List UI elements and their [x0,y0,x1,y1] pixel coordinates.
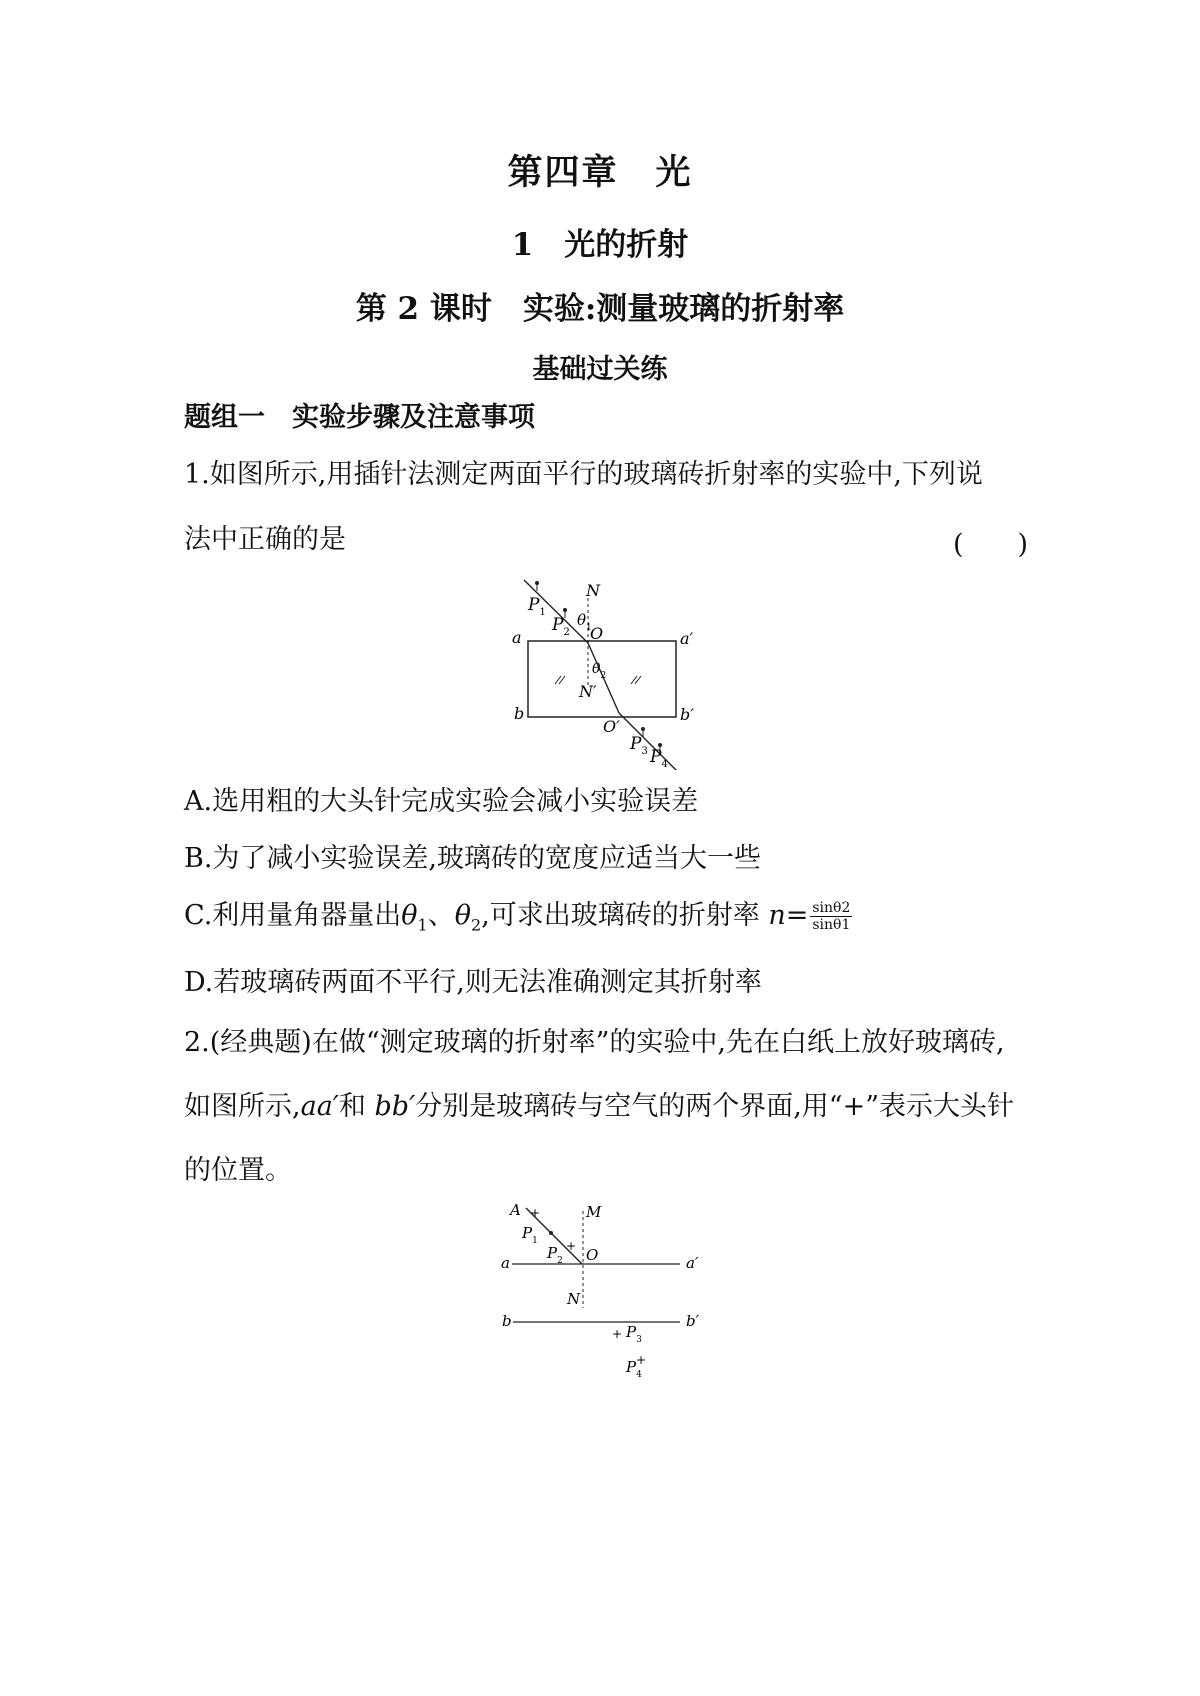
pin-plus-p1: + [530,1206,541,1220]
q2-stem-line1: 2.(经典题)在做“测定玻璃的折射率”的实验中,先在白纸上放好玻璃砖, [184,1027,1005,1058]
practice-title: 基础过关练 [532,354,668,385]
pin-plus-p2: + [566,1239,577,1253]
section-title: 1 光的折射 [511,227,689,263]
arrow-dot [549,1231,553,1235]
label-n-prime: N′ [579,682,597,701]
label-a-prime: a′ [686,1254,699,1272]
label-m: M [586,1203,602,1221]
q1-option-d: D.若玻璃砖两面不平行,则无法准确测定其折射率 [184,967,762,998]
q1-answer-bracket: ( ) [953,529,1029,560]
label-a: a [501,1254,510,1272]
label-p4: $P_4$ [626,1358,642,1380]
refractive-index-fraction: $\frac{\sin\theta 2}{\sin\theta 1}$ [812,900,851,933]
label-o: O [586,1246,599,1264]
q1-option-b: B.为了减小实验误差,玻璃砖的宽度应适当大一些 [184,843,762,874]
pin-plus-p3: + [612,1327,623,1341]
label-a: a [512,628,522,647]
pin-p1 [535,581,539,591]
label-p1: $P_1$ [522,1224,538,1246]
q1-stem-line1: 1.如图所示,用插针法测定两面平行的玻璃砖折射率的实验中,下列说 [184,459,983,490]
chapter-title: 第四章 光 [507,152,693,193]
q2-figure [500,1200,720,1390]
label-a-point: A [510,1201,521,1219]
label-o-prime: O′ [603,717,620,736]
label-o: O [590,624,604,643]
q1-option-a: A.选用粗的大头针完成实验会减小实验误差 [184,786,699,817]
q2-stem-line3: 的位置。 [184,1155,292,1186]
label-b: b [502,1312,512,1330]
lesson-title: 第 2 课时 实验:测量玻璃的折射率 [355,291,845,327]
label-b-prime: b′ [680,705,694,724]
label-theta1: $\theta_1$ [577,611,592,633]
label-n: N [567,1290,581,1308]
q1-option-c: C.利用量角器量出$\theta_1$、$\theta_2$,可求出玻璃砖的折射率 n= $\frac{\sin\theta 2}{\sin\theta 1}$ [184,900,851,935]
label-n: N [586,581,600,600]
label-b-prime: b′ [686,1312,700,1330]
q1-stem-line2: 法中正确的是 [184,524,346,555]
label-a-prime: a′ [680,629,694,648]
label-p4: $P_4$ [650,747,668,770]
label-p2: $P_2$ [552,615,570,638]
pin-plus-p4: + [636,1353,647,1367]
label-p3: $P_3$ [626,1323,642,1345]
q1-figure [500,570,700,770]
label-b: b [514,704,525,723]
label-p2: $P_2$ [547,1244,563,1266]
q2-stem-line2: 如图所示,aa′和 bb′分别是玻璃砖与空气的两个界面,用“+”表示大头针 [184,1091,1015,1122]
group-title: 题组一 实验步骤及注意事项 [184,402,535,433]
label-p3: $P_3$ [630,734,648,757]
pin-p2 [563,608,567,618]
label-p1: $P_1$ [528,595,546,618]
label-theta2: $\theta_2$ [592,661,607,681]
